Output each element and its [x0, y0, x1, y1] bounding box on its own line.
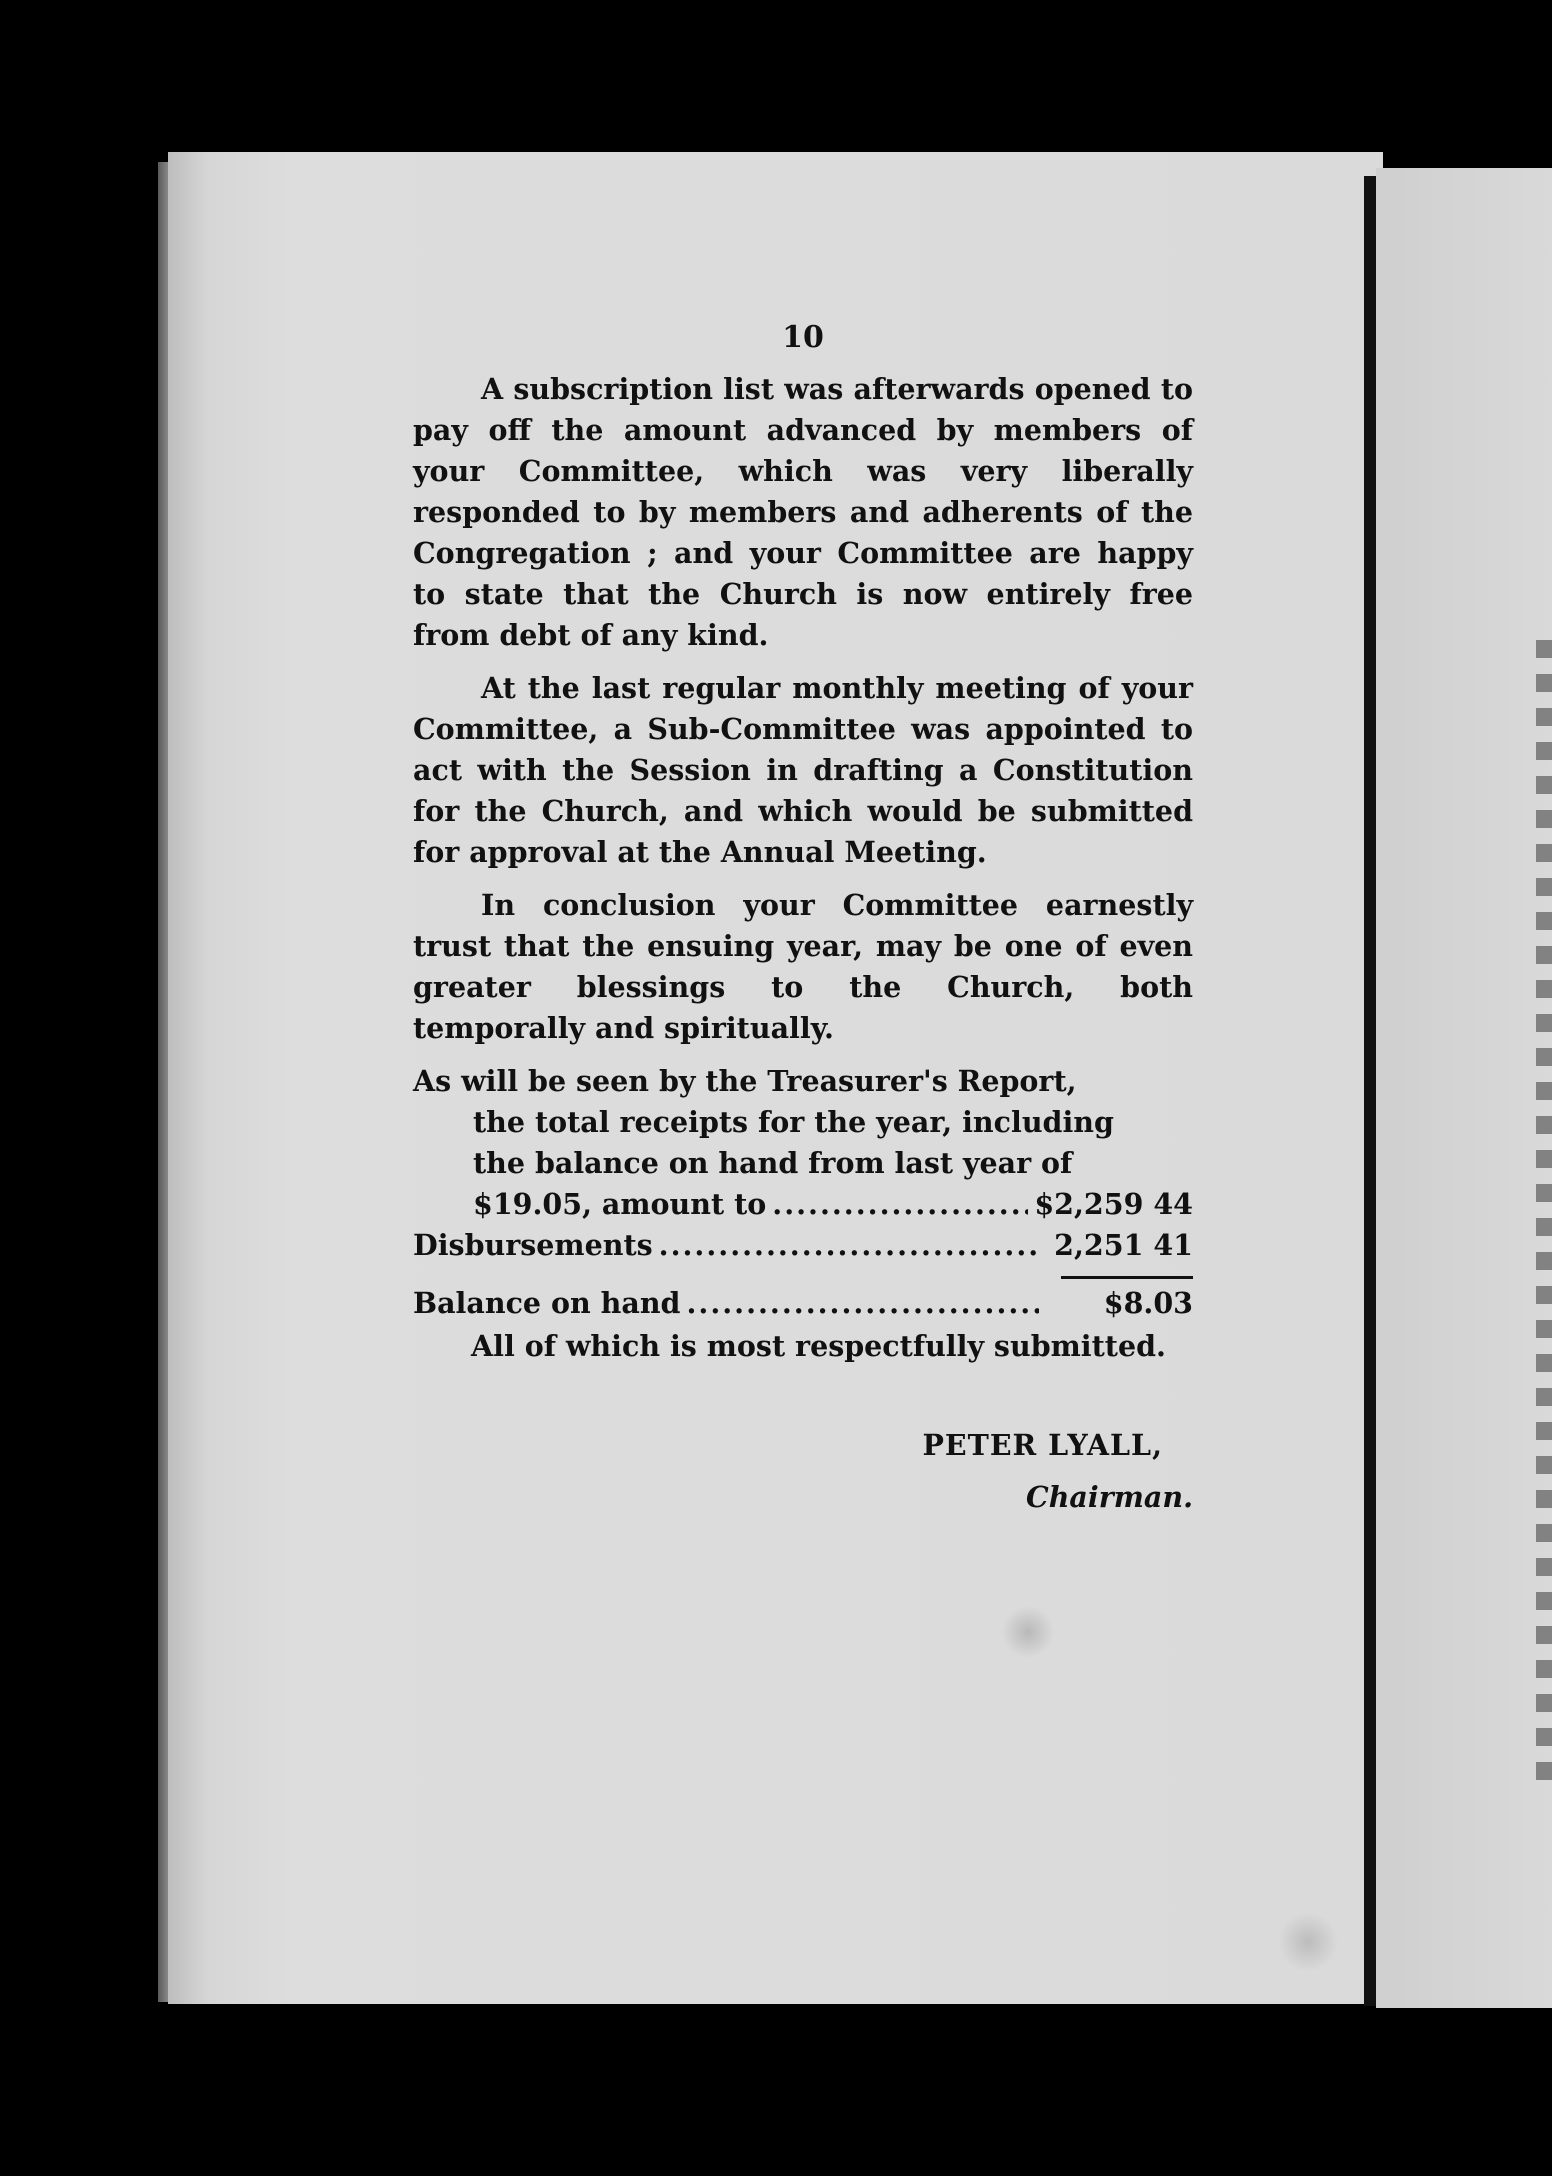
paragraph-conclusion: In conclusion your Committee earnestly trust that the ensuing year, may be one of even greater blessings to the Church, both temporally and spiritually. — [413, 888, 1193, 1045]
leader-dots — [772, 1184, 1028, 1225]
receipts-label: $19.05, amount to — [473, 1187, 767, 1221]
ledger-row-disbursements — [413, 1225, 1193, 1266]
book-spine — [1364, 176, 1376, 2006]
closing-line: All of which is most respectfully submitted. — [471, 1329, 1166, 1363]
treasurer-report-intro — [413, 1061, 1193, 1184]
paragraph-subscription: A subscription list was afterwards opened to pay off the amount advanced by members of your Committee, which was very liberally responded to by members and adherents of the Congregation ; and your Committee are happy to state that the Church is now entirely free from debt of any kind. — [413, 372, 1193, 652]
ledger-row-balance — [413, 1283, 1193, 1324]
signature-name: PETER LYALL, — [922, 1428, 1163, 1462]
signature-title: Chairman. — [1026, 1480, 1193, 1514]
page-number: 10 — [782, 320, 824, 355]
adjacent-page — [1376, 168, 1552, 2008]
report-intro-line: As will be seen by the Treasurer's Report, — [413, 1064, 1077, 1098]
balance-label: Balance on hand — [413, 1286, 681, 1320]
leader-dots — [686, 1283, 1039, 1324]
paragraph-constitution: At the last regular monthly meeting of your Committee, a Sub-Committee was appointed to act with the Session in drafting a Constitution for the Church, and which would be submitted for approval at the Annual Meeting. — [413, 671, 1193, 869]
sum-rule — [1061, 1276, 1193, 1279]
report-intro-line: the total receipts for the year, including — [473, 1105, 1114, 1139]
disbursements-label: Disbursements — [413, 1228, 653, 1262]
receipts-amount: $2,259 44 — [1034, 1187, 1193, 1221]
ledger-row-receipts — [413, 1184, 1193, 1225]
page-content — [413, 320, 1193, 1519]
adjacent-page-text-fragment — [1536, 640, 1552, 1780]
disbursements-amount: 2,251 41 — [1054, 1228, 1193, 1262]
balance-amount: $8.03 — [1103, 1286, 1193, 1320]
report-intro-line: the balance on hand from last year of — [473, 1146, 1073, 1180]
leader-dots — [659, 1225, 1039, 1266]
